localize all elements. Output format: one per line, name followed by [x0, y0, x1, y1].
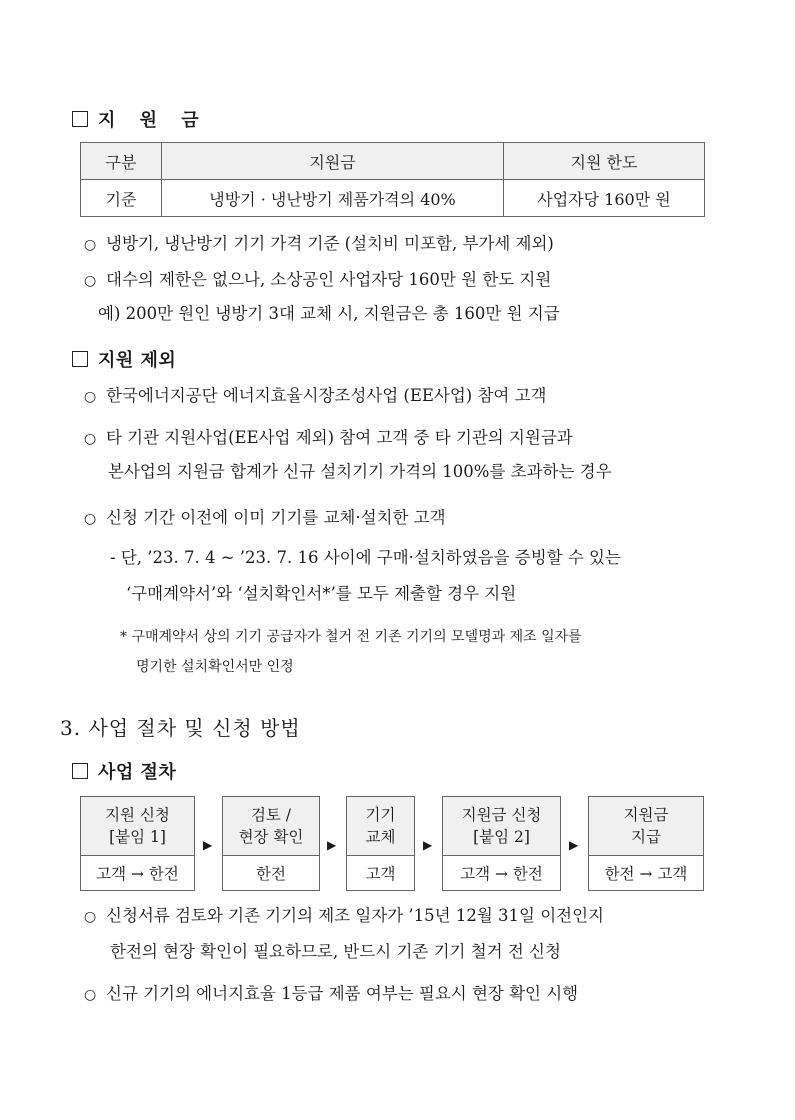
bullet-text: 대수의 제한은 없으나, 소상공인 사업자당 160만 원 한도 지원: [106, 270, 552, 289]
step-line: [붙임 1]: [109, 828, 166, 846]
step-actor: 고객 → 한전: [460, 865, 543, 883]
step-line: 지원금 신청: [461, 806, 542, 824]
bullet-circle-icon: ○: [84, 511, 97, 527]
step-actor: 고객: [365, 865, 396, 883]
step-subsidy-apply: [442, 796, 561, 891]
step-line: 교체: [365, 828, 396, 846]
step-line: 지급: [631, 828, 661, 846]
exclusion-dash-line-1: - 단, ’23. 7. 4 ~ ’23. 7. 16 사이에 구매·설치하였음을 증빙할 수 있는: [110, 548, 621, 567]
bullet-circle-icon: ○: [84, 987, 97, 1003]
bullet-text: 신규 기기의 에너지효율 1등급 제품 여부는 필요시 현장 확인 시행: [106, 984, 579, 1003]
step-line: 지원 신청: [105, 806, 170, 824]
flow-arrow-icon: ▶: [327, 838, 337, 852]
table-header-cell: 지원금: [162, 143, 504, 180]
step-review: [222, 796, 320, 891]
exclusion-bullet-3: [84, 506, 446, 531]
flow-arrow-icon: ▶: [569, 838, 579, 852]
step-replace: [346, 796, 415, 891]
exclusion-heading: [72, 346, 176, 372]
checkbox-square-icon: [72, 111, 88, 127]
support-table: [80, 142, 705, 217]
procedure-bullet-1: [84, 904, 604, 929]
exclusion-title: 지원 제외: [98, 350, 177, 371]
procedure-bullet-1-cont: 한전의 현장 확인이 필요하므로, 반드시 기존 기기 철거 전 신청: [110, 942, 561, 961]
procedure-heading: [72, 758, 176, 784]
step-apply: [80, 796, 195, 891]
bullet-text: 신청서류 검토와 기존 기기의 제조 일자가 ’15년 12월 31일 이전인지: [106, 906, 604, 925]
step-label: [347, 797, 414, 856]
table-cell: 냉방기 · 냉난방기 제품가격의 40%: [162, 180, 504, 217]
bullet-circle-icon: ○: [84, 431, 97, 447]
section3-title: 3. 사업 절차 및 신청 방법: [60, 716, 301, 740]
table-header-cell: 지원 한도: [504, 143, 705, 180]
checkbox-square-icon: [72, 351, 88, 367]
exclusion-note-line-1: * 구매계약서 상의 기기 공급자가 철거 전 기존 기기의 모델명과 제조 일자를: [120, 629, 582, 645]
table-header-cell: 구분: [81, 143, 162, 180]
bullet-text: 냉방기, 냉난방기 기기 가격 기준 (설치비 미포함, 부가세 제외): [106, 234, 554, 253]
bullet-circle-icon: ○: [84, 389, 97, 405]
step-actor: 고객 → 한전: [96, 865, 179, 883]
bullet-circle-icon: ○: [84, 909, 97, 925]
step-line: 검토 /: [250, 806, 292, 824]
table-cell: 기준: [81, 180, 162, 217]
step-line: 기기: [365, 806, 396, 824]
step-label: [443, 797, 560, 856]
step-payment: [588, 796, 704, 891]
support-heading: [72, 106, 208, 132]
step-line: 현장 확인: [238, 828, 304, 846]
step-line: [붙임 2]: [473, 828, 530, 846]
bullet-text: 타 기관 지원사업(EE사업 제외) 참여 고객 중 타 기관의 지원금과: [106, 428, 573, 447]
flow-arrow-icon: ▶: [203, 838, 213, 852]
exclusion-bullet-2-cont: 본사업의 지원금 합계가 신규 설치기기 가격의 100%를 초과하는 경우: [108, 462, 612, 481]
bullet-circle-icon: ○: [84, 273, 97, 289]
support-example: 예) 200만 원인 냉방기 3대 교체 시, 지원금은 총 160만 원 지급: [98, 304, 560, 323]
procedure-bullet-2: [84, 982, 578, 1007]
support-bullet-2: [84, 268, 551, 293]
exclusion-bullet-2: [84, 426, 573, 451]
table-cell: 사업자당 160만 원: [504, 180, 705, 217]
exclusion-note-line-2: 명기한 설치확인서만 인정: [136, 659, 294, 675]
step-line: 지원금: [623, 806, 669, 824]
bullet-circle-icon: ○: [84, 237, 97, 253]
bullet-text: 신청 기간 이전에 이미 기기를 교체·설치한 고객: [106, 508, 446, 527]
step-actor: 한전: [256, 865, 286, 883]
table-row: [81, 180, 705, 217]
flow-arrow-icon: ▶: [423, 838, 433, 852]
step-actor: 한전 → 고객: [604, 865, 688, 883]
support-bullet-1: [84, 232, 554, 257]
checkbox-square-icon: [72, 763, 88, 779]
bullet-text: 한국에너지공단 에너지효율시장조성사업 (EE사업) 참여 고객: [106, 386, 547, 405]
step-label: [81, 797, 194, 856]
exclusion-bullet-1: [84, 384, 546, 409]
table-header-row: [81, 143, 705, 180]
step-label: [589, 797, 703, 856]
step-label: [223, 797, 319, 856]
support-title: 지 원 금: [98, 110, 208, 131]
exclusion-dash-line-2: ‘구매계약서’와 ‘설치확인서*’를 모두 제출할 경우 지원: [126, 584, 517, 603]
procedure-title: 사업 절차: [98, 762, 177, 783]
